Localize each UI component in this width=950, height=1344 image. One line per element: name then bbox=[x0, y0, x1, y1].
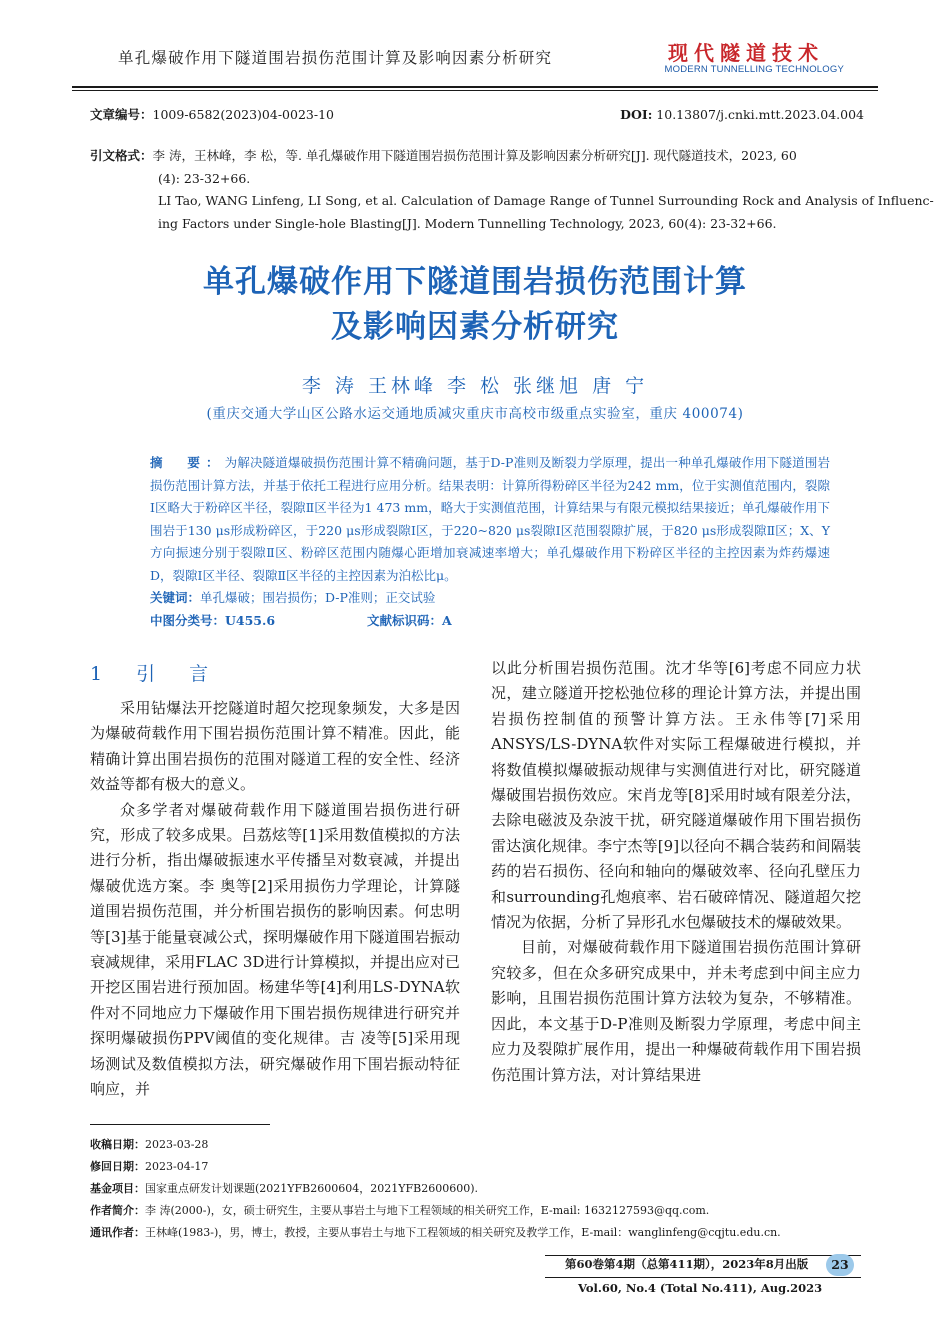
doi-label: DOI: bbox=[620, 107, 653, 122]
clc-value: U455.6 bbox=[225, 613, 276, 628]
abstract bbox=[150, 452, 830, 587]
header-rule-thin bbox=[72, 90, 878, 91]
footnote-author bbox=[90, 1200, 709, 1222]
footnote-value: 国家重点研发计划课题(2021YFB2600604，2021YFB2600600). bbox=[145, 1182, 479, 1195]
footnote-received bbox=[90, 1134, 208, 1156]
document-code bbox=[367, 611, 452, 629]
citation-en-line1: LI Tao, WANG Linfeng, LI Song, et al. Calculation of Damage Range of Tunnel Surrounding Rock and Analysis of Influenc- bbox=[158, 193, 934, 208]
page-number: 23 bbox=[826, 1254, 854, 1276]
keywords bbox=[150, 588, 435, 606]
body-paragraph: 众多学者对爆破荷载作用下隧道围岩损伤进行研究，形成了较多成果。吕荔炫等[1]采用数值模拟的方法进行分析，指出爆破振速水平传播呈对数衰减，并提出爆破优选方案。李 奥等[2]采用损伤力学理论，计算隧道围岩损伤范围，并分析围岩损伤的影响因素。何忠明等[3]基于能量衰减公式，探明爆破作用下隧道围岩振动衰减规律，采用FLAC 3D进行计算模拟，并提出应对已开挖区围岩进行预加固。杨建华等[4]利用LS-DYNA软件对不同地应力下爆破作用下围岩损伤规律进行研究并探明爆破损伤PPV阈值的变化规律。吉 凌等[5]采用现场测试及数值模拟方法，研究爆破作用下围岩振动特征响应，并 bbox=[90, 800, 460, 1099]
citation-cn-line2: (4): 23-32+66. bbox=[158, 170, 251, 186]
paper-title-line2: 及影响因素分析研究 bbox=[331, 309, 619, 345]
doi bbox=[620, 104, 864, 127]
document-code-label: 文献标识码： bbox=[367, 613, 443, 628]
citation-label: 引文格式： bbox=[90, 148, 153, 163]
issue-info-en: Vol.60, No.4 (Total No.411), Aug.2023 bbox=[578, 1281, 823, 1295]
abstract-label: 摘 要： bbox=[150, 455, 225, 470]
footnote-fund bbox=[90, 1178, 478, 1200]
body-left-column bbox=[90, 696, 460, 1103]
body-paragraph: 目前，对爆破荷载作用下隧道围岩损伤范围计算研究较多，但在众多研究成果中，并未考虑到中间主应力影响，且围岩损伤范围计算方法较为复杂，不够精准。因此，本文基于D-P准则及断裂力学原理，考虑中间主应力及裂隙扩展作用，提出一种爆破荷载作用下围岩损伤范围计算方法，对计算结果进 bbox=[491, 938, 861, 1084]
body-paragraph: 以此分析围岩损伤范围。沈才华等[6]考虑不同应力状况，建立隧道开挖松弛位移的理论计算方法，并提出围岩损伤控制值的预警计算方法。王永伟等[7]采用ANSYS/LS-DYNA软件对实际工程爆破进行模拟，并将数值模拟爆破振动规律与实测值进行对比，研究隧道爆破围岩损伤效应。宋肖龙等[8]采用时域有限差分法，去除电磁波及杂波干扰，研究隧道爆破作用下围岩损伤雷达演化规律。李宁杰等[9]以径向不耦合装药和间隔装药的岩石损伤、径向和轴向的爆破效率、径向孔壁压力和surrounding孔炮痕率、岩石破碎情况、隧道超欠挖情况为依据，分析了异形孔水包爆破技术的爆破效果。 bbox=[491, 659, 861, 932]
doi-value: 10.13807/j.cnki.mtt.2023.04.004 bbox=[652, 107, 864, 122]
footnote-label: 基金项目： bbox=[90, 1182, 145, 1195]
footnote-label: 作者简介： bbox=[90, 1204, 145, 1217]
body-right-column bbox=[491, 656, 861, 1088]
running-title: 单孔爆破作用下隧道围岩损伤范围计算及影响因素分析研究 bbox=[118, 49, 553, 67]
footnote-corresponding bbox=[90, 1222, 781, 1244]
article-number-label: 文章编号： bbox=[90, 107, 153, 122]
footnote-value: 李 涛(2000-)，女，硕士研究生，主要从事岩土与地下工程领域的相关研究工作，E-mail: 1632127593@qq.com. bbox=[145, 1204, 710, 1217]
footnote-rule bbox=[90, 1124, 270, 1125]
document-code-value: A bbox=[442, 613, 452, 628]
clc-label: 中图分类号： bbox=[150, 613, 226, 628]
issue-info-cn: 第60卷第4期（总第411期），2023年8月出版 bbox=[565, 1257, 809, 1271]
paper-title-line1: 单孔爆破作用下隧道围岩损伤范围计算 bbox=[203, 264, 747, 300]
clc-number bbox=[150, 611, 275, 629]
affiliation: (重庆交通大学山区公路水运交通地质减灾重庆市高校市级重点实验室，重庆 400074) bbox=[206, 406, 744, 422]
footnote-label: 修回日期： bbox=[90, 1160, 145, 1173]
article-number-value: 1009-6582(2023)04-0023-10 bbox=[152, 107, 334, 122]
footnote-label: 通讯作者： bbox=[90, 1226, 145, 1239]
keywords-label: 关键词： bbox=[150, 590, 201, 605]
footnote-value: 2023-04-17 bbox=[145, 1160, 209, 1173]
footnote-label: 收稿日期： bbox=[90, 1138, 145, 1151]
authors: 李 涛 王林峰 李 松 张继旭 唐 宁 bbox=[301, 375, 649, 397]
footnote-value: 2023-03-28 bbox=[145, 1138, 209, 1151]
body-paragraph: 采用钻爆法开挖隧道时超欠挖现象频发，大多是因为爆破荷载作用下围岩损伤范围计算不精准。因此，能精确计算出围岩损伤的范围对隧道工程的安全性、经济效益等都有极大的意义。 bbox=[90, 699, 460, 794]
abstract-text: 为解决隧道爆破损伤范围计算不精确问题，基于D-P准则及断裂力学原理，提出一种单孔爆破作用下隧道围岩损伤范围计算方法，并基于依托工程进行应用分析。结果表明：计算所得粉碎区半径为242 mm，位于实测值范围内，裂隙Ⅰ区略大于粉碎区半径，裂隙Ⅱ区半径为1 473 mm，略大于实测值范围，计算结果与有限元模拟结果接近；单孔爆破作用下围岩于130 μs形成粉碎区，于220 μs形成裂隙Ⅰ区，于220~820 μs裂隙Ⅰ区范围裂隙扩展，于820 μs形成裂隙Ⅱ区；X、Y方向振速分别于裂隙Ⅱ区、粉碎区范围内随爆心距增加衰减速率增大；单孔爆破作用下粉碎区半径的主控因素为炸药爆速D，裂隙Ⅰ区半径、裂隙Ⅱ区半径的主控因素为泊松比μ。 bbox=[150, 455, 830, 583]
footer-rule bbox=[545, 1277, 861, 1278]
section-heading: 1 引 言 bbox=[90, 663, 223, 685]
journal-name-cn: 现代隧道技术 bbox=[668, 41, 824, 65]
citation-en-line2: ing Factors under Single-hole Blasting[J]. Modern Tunnelling Technology, 2023, 60(4): 23-32+66. bbox=[158, 215, 777, 231]
footnote-revised bbox=[90, 1156, 208, 1178]
citation-cn-line1: 李 涛，王林峰，李 松，等. 单孔爆破作用下隧道围岩损伤范围计算及影响因素分析研究[J]. 现代隧道技术，2023, 60 bbox=[152, 148, 797, 163]
journal-name-en: MODERN TUNNELLING TECHNOLOGY bbox=[664, 64, 844, 75]
keywords-value: 单孔爆破；围岩损伤；D-P准则；正交试验 bbox=[200, 590, 436, 605]
citation-block bbox=[90, 145, 934, 235]
footnote-value: 王林峰(1983-)，男，博士，教授，主要从事岩土与地下工程领域的相关研究及教学工作，E-mail：wanglinfeng@cqjtu.edu.cn. bbox=[145, 1226, 781, 1239]
article-number bbox=[90, 104, 334, 127]
header-rule bbox=[72, 86, 878, 88]
